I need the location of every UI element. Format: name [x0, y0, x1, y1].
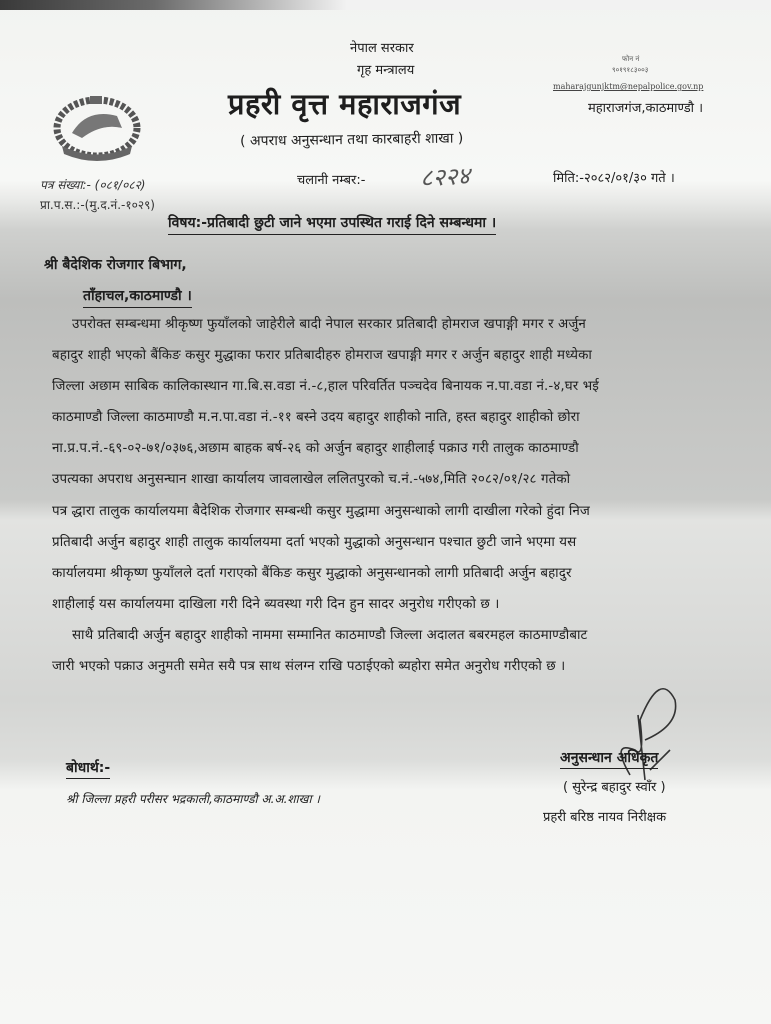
branch-name: ( अपराध अनुसन्धान तथा कारबाहरी शाखा ) [239, 130, 464, 150]
body-line: प्रतिबादी अर्जुन बहादुर शाही तालुक कार्यालयमा दर्ता भएको मुद्धाको अनुसन्धान पश्चात छुटी जाने भएमा यस [52, 535, 577, 550]
letter-number: पत्र संख्या:- (०८१/०८२) [40, 178, 146, 192]
email-address: maharajgunjktm@nepalpolice.gov.np [553, 82, 704, 91]
body-line: उपरोक्त सम्बन्धमा श्रीकृष्ण फुयाँलको जाहेरीले बादी नेपाल सरकार प्रतिबादी होमराज खपाङ्गी मगर र अर्जुन [72, 317, 586, 332]
body-line: पत्र द्धारा तालुक कार्यालयमा बैदेशिक रोजगार सम्बन्धी कसुर मुद्धामा अनुसन्धाको लागी दाखीला गरेको हुंदा निज [52, 504, 590, 519]
body-line: जिल्ला अछाम साबिक कालिकास्थान गा.बि.स.वडा नं.-८,हाल परिवर्तित पञ्चदेव बिनायक न.पा.वडा नं.-४,घर भई [52, 379, 599, 394]
subject-line: विषय:-प्रतिबादी छुटी जाने भएमा उपस्थित गराई दिने सम्बन्धमा । [168, 213, 496, 235]
office-address: महाराजगंज,काठमाण्डौ । [588, 101, 704, 116]
body-line: काठमाण्डौ जिल्ला काठमाण्डौ म.न.पा.वडा नं.-११ बस्ने उदय बहादुर शाहीको नाति, हस्त बहादुर शाहीको छोरा [52, 410, 580, 425]
body-line: ना.प्र.प.नं.-६९-०२-७१/०३७६,अछाम बाहक बर्ष-२६ को अर्जुन बहादुर शाहीलाई पक्राउ गरी तालुक काठमाण्डौ [52, 441, 579, 456]
phone-number: ९०१९१८३००३ [612, 66, 649, 74]
signatory-rank: प्रहरी बरिष्ठ नायव निरीक्षक [543, 810, 667, 825]
nepal-emblem-icon [52, 88, 142, 163]
body-line: जारी भएको पक्राउ अनुमती समेत सयै पत्र साथ संलग्न राखि पठाईएको ब्यहोरा समेत अनुरोध गरीएको छ । [52, 659, 566, 674]
cc-label: बोधार्थ:- [66, 758, 110, 779]
dispatch-label: चलानी नम्बर:- [297, 173, 366, 188]
body-line: कार्यालयमा श्रीकृष्ण फुयाँलले दर्ता गराएको बैंकिङ कसुर मुद्धाको अनुसन्धानको लागी प्रतिबादी अर्जुन बहादुर [52, 566, 572, 581]
office-title: प्रहरी वृत्त महाराजगंज [228, 87, 462, 121]
recipient-address: ताँहाचल,काठमाण्डौ । [83, 286, 192, 308]
signatory-name: ( सुरेन्द्र बहादुर स्वाँर ) [563, 780, 666, 795]
recipient-name: श्री बैदेशिक रोजगार बिभाग, [44, 257, 187, 273]
ministry-name: गृह मन्त्रालय [357, 63, 415, 78]
signature-icon [600, 680, 690, 790]
government-name: नेपाल सरकार [350, 41, 414, 56]
signatory-title: अनुसन्धान अधिकृत [560, 748, 658, 769]
body-line: साथै प्रतिबादी अर्जुन बहादुर शाहीको नाममा सम्मानित काठमाण्डौ जिल्ला अदालत बबरमहल काठमाण्डौबाट [72, 628, 588, 643]
reference-number: प्रा.प.स.:-(मु.द.नं.-१०२९) [40, 198, 155, 212]
body-line: बहादुर शाही भएको बैंकिङ कसुर मुद्धाका फरार प्रतिबादीहरु होमराज खपाङ्गी मगर र अर्जुन बहादुर शाही मध्येका [52, 348, 592, 363]
cc-recipient: श्री जिल्ला प्रहरी परीसर भद्रकाली,काठमाण्डौ अ.अ.शाखा । [66, 792, 320, 806]
body-line: उपत्यका अपराध अनुसन्घान शाखा कार्यालय जावलाखेल ललितपुरको च.नं.-५७४,मिति २०८२/०१/२८ गतेको [52, 472, 571, 487]
letter-date: मिति:-२०८२/०१/३० गते । [553, 171, 675, 186]
phone-label: फोन नं [622, 55, 640, 63]
photo-edge [0, 0, 771, 10]
body-line: शाहीलाई यस कार्यालयमा दाखिला गरी दिने ब्यवस्था गरी दिन हुन सादर अनुरोध गरीएको छ । [52, 597, 500, 612]
dispatch-number: ८२२४ [419, 161, 471, 193]
